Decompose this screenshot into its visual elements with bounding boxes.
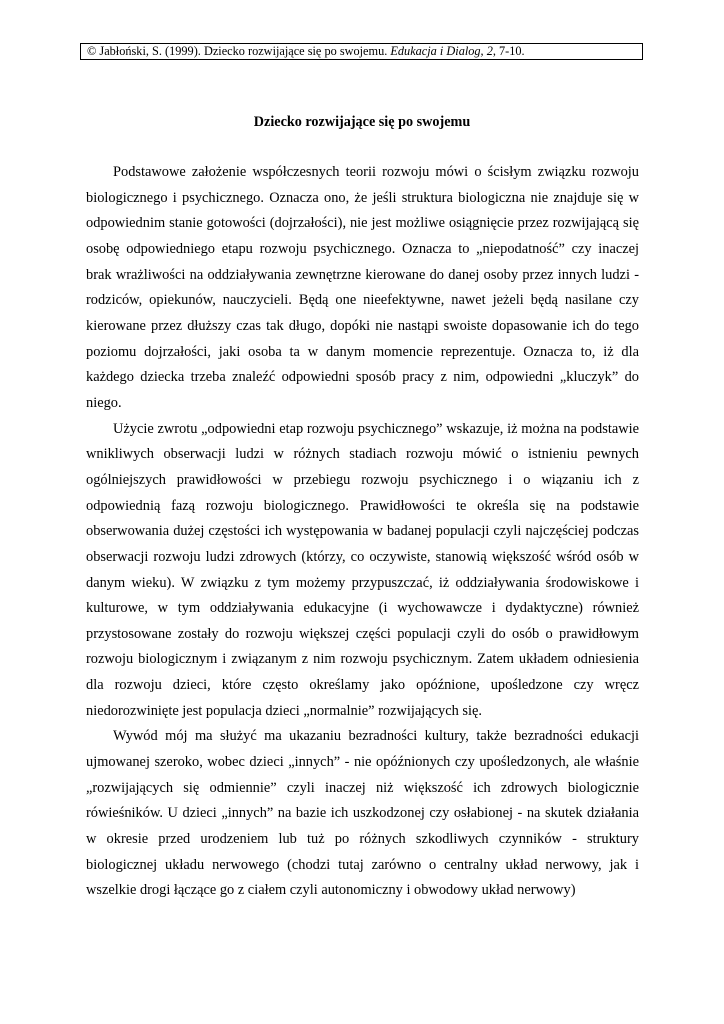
paragraph-2: Użycie zwrotu „odpowiedni etap rozwoju psychicznego” wskazuje, iż można na podstawie wnikliwych obserwacji ludzi w różnych stadiach rozwoju mówić o istnieniu pewnych ogólniejszych prawidłowości w przebiegu rozwoju psychicznego i o wiązaniu ich z odpowiednią fazą rozwoju biologicznego. Prawidłowości te określa się na podstawie obserwowania dużej częstości ich występowania w badanej populacji czyli najczęściej podczas obserwacji rozwoju ludzi zdrowych (którzy, co oczywiste, stanowią większość wśród osób w danym wieku). W związku z tym możemy przypuszczać, iż oddziaływania środowiskowe i kulturowe, w tym oddziaływania edukacyjne (i wychowawcze i dydaktyczne) również przystosowane zostały do rozwoju większej części populacji czyli do osób o prawidłowym rozwoju biologicznym i związanym z nim rozwoju psychicznym. Zatem układem odniesienia dla rozwoju dzieci, które często określamy jako opóźnione, upośledzone czy wręcz niedorozwinięte jest populacja dzieci „normalnie” rozwijających się. xyxy=(86,420,639,719)
citation-header xyxy=(80,43,643,60)
citation-prefix: © Jabłoński, S. (1999). Dziecko rozwijające się po swojemu. xyxy=(87,44,391,58)
article-body xyxy=(86,160,639,904)
paragraph-1: Podstawowe założenie współczesnych teorii rozwoju mówi o ścisłym związku rozwoju biologicznego i psychicznego. Oznacza ono, że jeśli struktura biologiczna nie znajduje się w odpowiednim stanie gotowości (dojrzałości), nie jest możliwe osiągnięcie przez rozwijającą się osobę odpowiedniego etapu rozwoju psychicznego. Oznacza to „niepodatność” czy inaczej brak wrażliwości na oddziaływania zewnętrzne kierowane do danej osoby przez innych ludzi - rodziców, opiekunów, nauczycieli. Będą one nieefektywne, nawet jeżeli będą nasilane czy kierowane przez dłuższy czas tak długo, dopóki nie nastąpi swoiste dopasowanie ich do tego poziomu dojrzałości, jaki osoba ta w danym momencie reprezentuje. Oznacza to, iż dla każdego dziecka trzeba znaleźć odpowiedni sposób pracy z nim, odpowiedni „kluczyk” do niego. xyxy=(86,164,639,411)
paragraph-3: Wywód mój ma służyć ma ukazaniu bezradności kultury, także bezradności edukacji ujmowanej szeroko, wobec dzieci „innych” - nie opóźnionych czy upośledzonych, ale właśnie „rozwijających się odmiennie” czyli inaczej niż większość ich zdrowych biologicznie rówieśników. U dzieci „innych” na bazie ich uszkodzonej czy osłabionej - na skutek działania w okresie przed urodzeniem lub tuż po różnych szkodliwych czynników - struktury biologicznej układu nerwowego (chodzi tutaj zarówno o centralny układ nerwowy, jak i wszelkie drogi łączące go z ciałem czyli autonomiczny i obwodowy układ nerwowy) xyxy=(86,728,639,899)
article-title: Dziecko rozwijające się po swojemu xyxy=(253,114,471,130)
citation-journal: Edukacja i Dialog, 2 xyxy=(390,44,493,58)
citation-pages: , 7-10. xyxy=(492,44,525,58)
